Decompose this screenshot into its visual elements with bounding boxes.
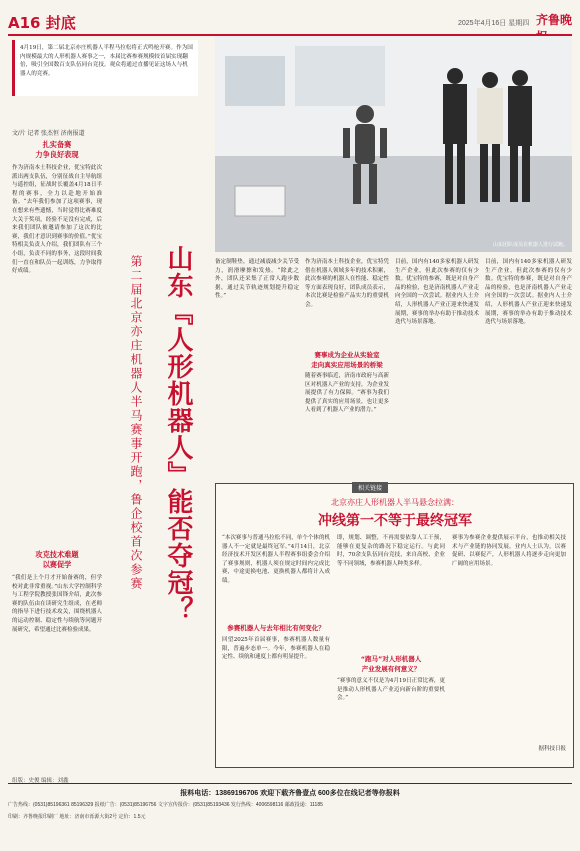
related-column-1 xyxy=(222,534,330,762)
column-4-text: 目前，国内有140多家机器人研发生产企业，但此次参赛的仅有少数。优宝特的参赛，既是对自身产品的检验，也是济南机器人产业走向全国的一次尝试。据业内人士介绍，人形机器人产业正迎来快速发展期，赛事的举办有助于推动技术迭代与场景落地。 xyxy=(395,259,479,326)
section2-heading1: 攻克技术难题 xyxy=(35,550,79,559)
related-col2-text: 即，规划、调整，不再需要依靠人工干预，能够在更复杂的路况下稳定运行。与此同时，70余支队伍同台竞技，来自高校、企业等不同领域，参赛机器人种类多样。 xyxy=(337,535,445,567)
section1-heading2: 力争良好表现 xyxy=(35,150,79,159)
related-col1-heading: 参赛机器人与去年相比有何变化？ xyxy=(227,624,325,632)
column-2-text: 备定制鞋垫，通过减震减少关节受力，润滑摩擦和发热。“除此之外，团队还采集了正常人跑步数据，通过关节轨迹规划提升稳定性。” xyxy=(215,259,299,300)
section2-text: “我们是上个月才开始备赛的，但学校对此非常重视。”山东大学控制科学与工程学院教授张国锋介绍，此次参赛的队伍由在读研究生组成，在老师的指导下进行技术攻关，围绕机器人的运动控制、稳定性与续航等问题开展研究，希望通过比赛检验成果。 xyxy=(12,575,102,633)
page-number: A16 封底 xyxy=(8,14,76,32)
related-column-3 xyxy=(452,534,566,762)
related-col3-text: 赛事为参赛企业提供展示平台，也推动相关技术与产业链的协同发展。业内人士认为，以赛促研、以赛促产，人形机器人将逐步走向更加广阔的应用场景。 xyxy=(452,535,566,567)
column-3-heading1: 赛事成为企业从实验室 xyxy=(314,351,380,359)
column-1 xyxy=(12,140,102,770)
footer-hotline: 报料电话：13869196706 欢迎下载齐鲁壹点 600多位在线记者等你报料 xyxy=(180,790,400,797)
column-3 xyxy=(305,258,389,476)
footer-print-info: 印刷：齐鲁晚报印刷厂 地址：济南市泺源大街2号 定价：1.5元 xyxy=(8,814,146,820)
headline-subtitle: 第二届北京亦庄机器人半马赛事开跑，鲁企校首次参赛 xyxy=(129,255,143,591)
footer-contacts: 广告热线：(0531)85196361 85196329 报纸广告：(0531)85196756 文字宣传报价：(0531)85193436 发行热线：4006598116 邮政投递：11185 xyxy=(8,802,323,808)
related-col2-heading1: “跑马”对人形机器人 xyxy=(360,655,422,663)
photo-illustration xyxy=(215,36,572,252)
page-footer xyxy=(8,783,572,846)
related-source: 据科技日报 xyxy=(538,746,566,752)
related-subtitle: 北京亦庄人形机器人半马悬念拉满： xyxy=(331,498,459,507)
related-column-2 xyxy=(337,534,445,762)
photo-caption: 山东团队成员在机器人进行试跑。 xyxy=(492,242,568,248)
headline: 山东『人形机器人』能否夺冠？ xyxy=(163,245,193,623)
related-col2-heading2: 产业发展有何意义？ xyxy=(361,665,421,673)
newspaper-logo: 齐鲁晚 xyxy=(536,13,573,27)
column-3-text: 作为济南本土科技企业，优宝特凭借在机器人领域多年的技术积累，此次参赛的机器人在性能、稳定性等方面表现良好，团队成员表示，本次比赛是检验产品实力的重要机会。 xyxy=(305,259,389,308)
column-5-text: 目前，国内有140多家机器人研发生产企业，但此次参赛的仅有少数。优宝特的参赛，既是对自身产品的检验，也是济南机器人产业走向全国的一次尝试。据业内人士介绍，人形机器人产业正迎来快速发展期，赛事的举办有助于推动技术迭代与场景落地。 xyxy=(485,259,572,326)
robot-photo xyxy=(215,36,572,252)
section1-text: 作为济南本土科技企业，优宝特此次派出两支队伍，分别征战自主导航组与遥控组，征战时长覆盖4月18日半程的赛事，全力以赴地开始准备。“去年我们参加了这项赛事，现在想来有些遗憾，当时觉得比赛难度大关于奖项，经验不足没有完成，后来我们团队被邀请参加了这次的比赛，我们才意识到赛事的价值。”优宝特相关负责人介绍，我们团队有三个小组，负责不同的事务，这段时间我们一直在和队员一起训练，力争取得好成绩。 xyxy=(12,165,102,275)
page-header xyxy=(8,8,572,36)
lead-paragraph: 4月19日，第二届北京亦庄机器人半程马拉松将正式鸣枪开赛。作为国内规模最大的人形机器人赛事之一，本届比赛参赛规模较首届实现翻倍，吸引全国数百支队伍同台竞技。观众将通过直播见证这场人与机器人的竞赛。 xyxy=(12,40,198,96)
section2-heading2: 以赛促学 xyxy=(42,560,72,569)
related-col1-text: “本次赛事与普通马拉松不同，单个个体的机器人不一定就是最终冠军。”4月14日，北京经济技术开发区机器人半程赛事组委会介绍了赛事规则，机器人须在规定时间内完成比赛，中途更换电池、更换机器人都将计入成绩。 xyxy=(222,535,330,584)
byline: 文/片 记者 张杰恒 济南报道 xyxy=(12,131,85,137)
column-3-heading2: 走向真实应用场景的桥梁 xyxy=(311,361,383,369)
related-col2-text2: “赛事的意义不仅是为4月19日正常比赛，更是推动人形机器人产业迈向新台阶的重要机会。” xyxy=(337,678,445,702)
related-col1-text2: 回望2025年首届赛事，参赛机器人数量有限，普遍步态单一。今年，参赛机器人在稳定性、续航和速度上都有明显提升。 xyxy=(222,637,330,661)
column-3-text2: 随着赛事临近，济南市政府与高新区对机器人产业的支持，为企业发展提供了有力保障。“赛事为我们提供了真实的应用场景，也让更多人看到了机器人产业的潜力。” xyxy=(305,373,389,414)
section1-heading1: 扎实备赛 xyxy=(42,140,72,149)
related-title: 冲线第一不等于最终冠军 xyxy=(318,513,472,529)
issue-date: 2025年4月16日 星期四 xyxy=(458,20,530,27)
related-tag: 相关链接 xyxy=(352,482,388,493)
editor-credits: 组版：史俊 编辑：刘鑫 xyxy=(12,778,69,784)
